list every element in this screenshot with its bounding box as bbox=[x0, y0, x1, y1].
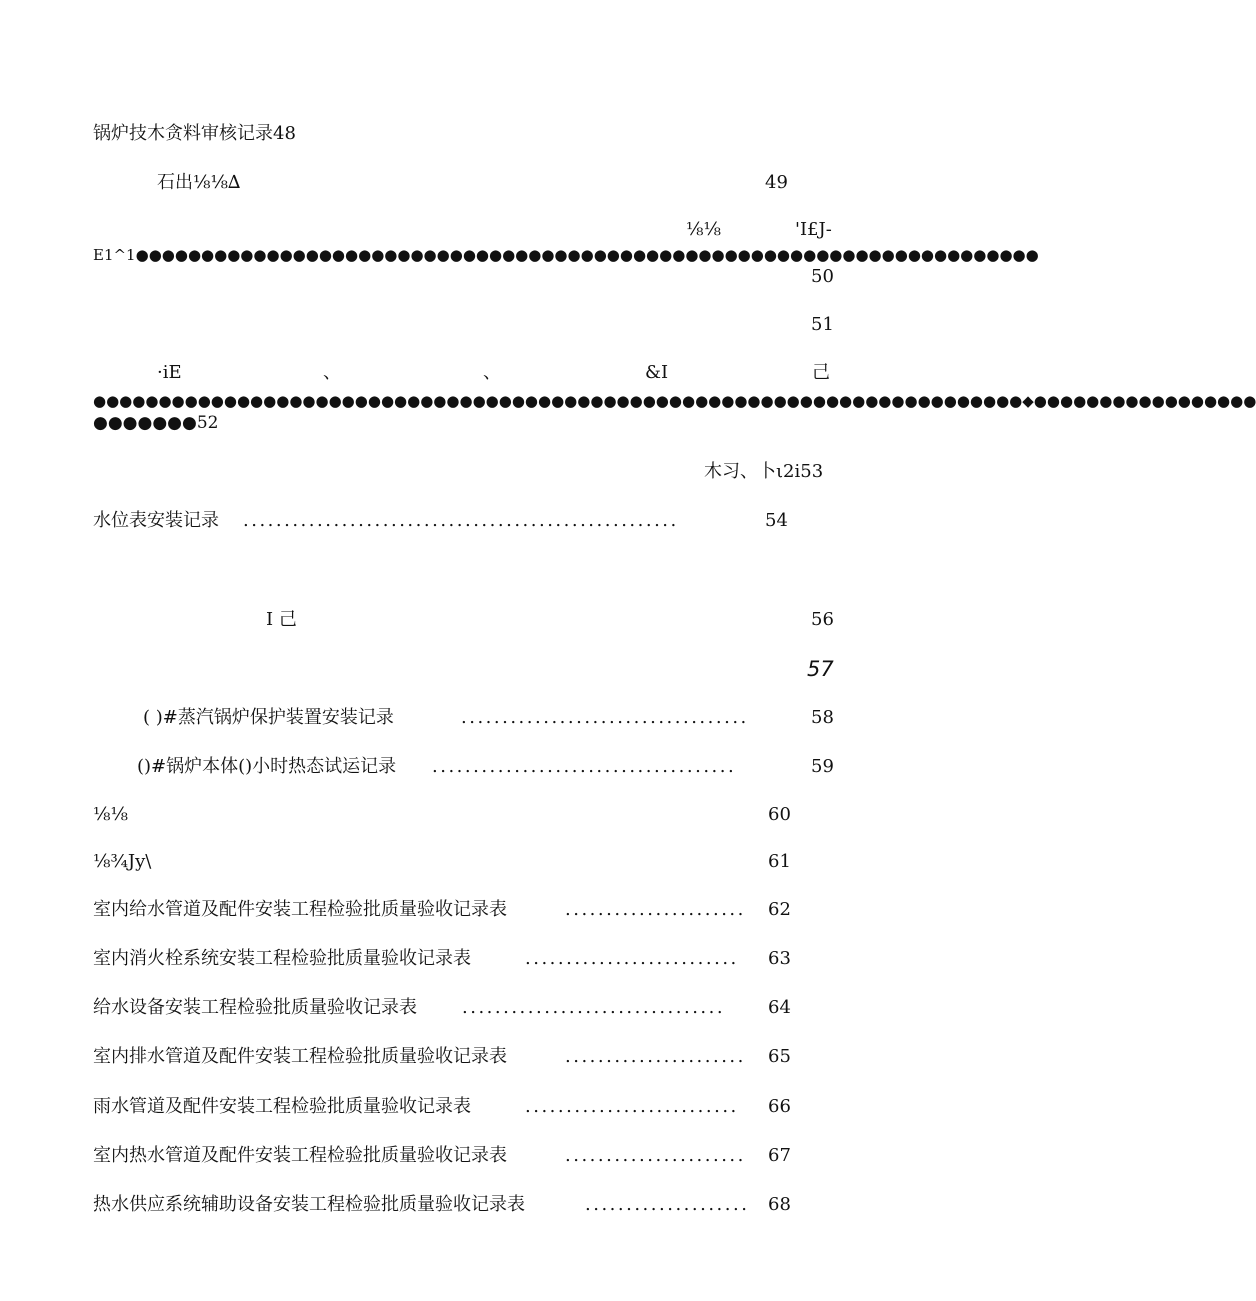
toc-entry-68-page: 68 bbox=[768, 1194, 791, 1215]
garbled-text-a: ⅛⅛ bbox=[686, 219, 721, 240]
toc-entry-65-dots: ...................... bbox=[565, 1046, 746, 1067]
toc-entry-66-dots: .......................... bbox=[525, 1096, 739, 1117]
garbled-text-ji: 己 bbox=[812, 362, 830, 383]
garbled-comma-1: 、 bbox=[323, 362, 341, 383]
toc-entry-48: 锅炉技木贪料审核记录48 bbox=[93, 123, 296, 144]
toc-leader-row-e11: E1^1●●●●●●●●●●●●●●●●●●●●●●●●●●●●●●●●●●●●●●●●●●●●●●●●●●●●●●●●●●●●●●●●●●●●● bbox=[93, 246, 1039, 264]
toc-page-52: ●●●●●●●52 bbox=[93, 413, 219, 433]
toc-entry-67-dots: ...................... bbox=[565, 1145, 746, 1166]
toc-page-51: 51 bbox=[811, 314, 834, 335]
toc-entry-56-page: 56 bbox=[811, 609, 834, 630]
toc-entry-54-page: 54 bbox=[765, 510, 788, 531]
toc-entry-66-text: 雨水管道及配件安装工程检验批质量验收记录表 bbox=[93, 1096, 471, 1117]
toc-entry-64-page: 64 bbox=[768, 997, 791, 1018]
toc-entry-68-dots: .................... bbox=[585, 1194, 750, 1215]
toc-entry-59-dots: ..................................... bbox=[432, 756, 737, 777]
toc-entry-63-text: 室内消火栓系统安装工程检验批质量验收记录表 bbox=[93, 948, 471, 969]
toc-entry-62-text: 室内给水管道及配件安装工程检验批质量验收记录表 bbox=[93, 899, 507, 920]
toc-entry-67-page: 67 bbox=[768, 1145, 791, 1166]
toc-entry-66-page: 66 bbox=[768, 1096, 791, 1117]
toc-entry-54-dots: ..................................................... bbox=[243, 510, 679, 531]
toc-entry-64-dots: ................................ bbox=[462, 997, 726, 1018]
toc-entry-59-page: 59 bbox=[811, 756, 834, 777]
garbled-comma-2: 、 bbox=[483, 362, 501, 383]
toc-entry-58-page: 58 bbox=[811, 707, 834, 728]
garbled-text-ie: ·iE bbox=[157, 362, 182, 383]
toc-entry-63-dots: .......................... bbox=[525, 948, 739, 969]
toc-entry-68-text: 热水供应系统辅助设备安装工程检验批质量验收记录表 bbox=[93, 1194, 525, 1215]
toc-entry-49-page: 49 bbox=[765, 172, 788, 193]
toc-entry-63-page: 63 bbox=[768, 948, 791, 969]
toc-entry-62-page: 62 bbox=[768, 899, 791, 920]
toc-entry-58-dots: ................................... bbox=[461, 707, 749, 728]
garbled-text-b: 'I£J- bbox=[795, 219, 832, 240]
toc-page-53: 木习、卜ι2i53 bbox=[704, 461, 824, 482]
toc-entry-65-text: 室内排水管道及配件安装工程检验批质量验收记录表 bbox=[93, 1046, 507, 1067]
garbled-text-ampi: &I bbox=[645, 362, 669, 383]
toc-entry-59-text: ()#锅炉本体()小时热态试运记录 bbox=[137, 756, 397, 777]
toc-entry-61-text: ⅛¾Jy\ bbox=[93, 851, 152, 872]
toc-leader-row: ●●●●●●●●●●●●●●●●●●●●●●●●●●●●●●●●●●●●●●●●●●●●●●●●●●●●●●●●●●●●●●●●●●●●●●●◆●●●●●●●●●●●●●●●●● bbox=[93, 392, 1256, 410]
toc-entry-60-text: ⅛⅛ bbox=[93, 804, 128, 825]
toc-entry-58-text: ( )#蒸汽锅炉保护装置安装记录 bbox=[143, 707, 394, 728]
toc-entry-60-page: 60 bbox=[768, 804, 791, 825]
toc-entry-62-dots: ...................... bbox=[565, 899, 746, 920]
toc-entry-54-text: 水位表安装记录 bbox=[93, 510, 219, 531]
toc-entry-64-text: 给水设备安装工程检验批质量验收记录表 bbox=[93, 997, 417, 1018]
toc-entry-67-text: 室内热水管道及配件安装工程检验批质量验收记录表 bbox=[93, 1145, 507, 1166]
toc-entry-65-page: 65 bbox=[768, 1046, 791, 1067]
toc-entry-61-page: 61 bbox=[768, 851, 791, 872]
toc-page-50: 50 bbox=[811, 266, 834, 287]
toc-entry-56-text: I 己 bbox=[266, 609, 297, 630]
toc-page-57: 57 bbox=[807, 657, 834, 681]
toc-entry-49-text: 石出⅛⅛∆ bbox=[157, 172, 241, 193]
